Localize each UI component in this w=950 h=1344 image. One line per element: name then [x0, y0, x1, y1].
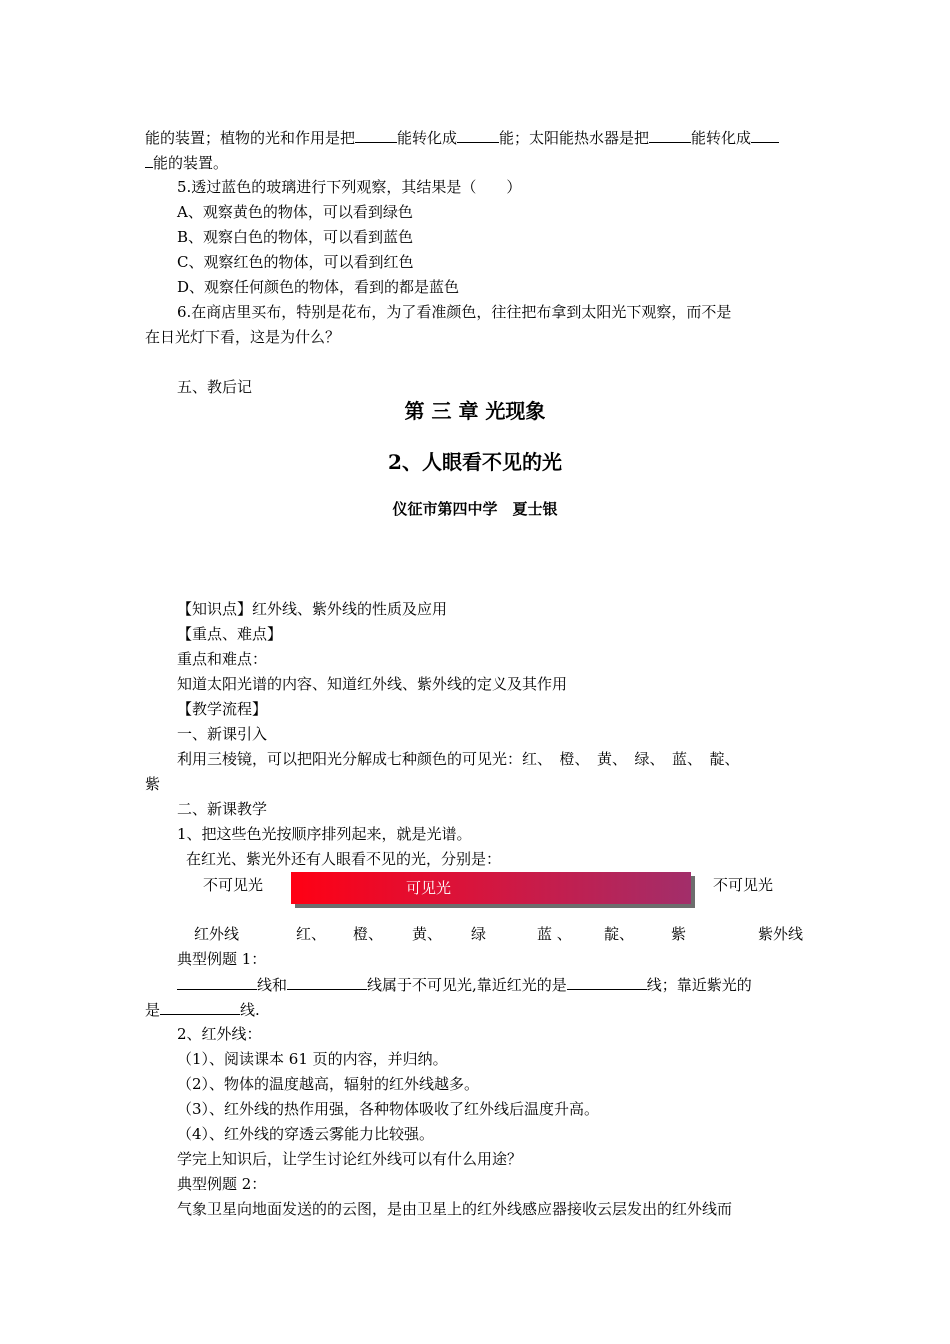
question-6-cont: 在日光灯下看，这是为什么？	[145, 328, 341, 346]
fill-blank	[355, 128, 397, 143]
fill-blank	[567, 975, 647, 990]
example-1-line	[177, 975, 752, 994]
text-segment: 线.	[240, 1001, 260, 1019]
option-c: C、观察红色的物体，可以看到红色	[177, 253, 414, 271]
band-yellow: 黄、	[412, 925, 443, 943]
text-line	[145, 128, 779, 147]
flow-heading: 【教学流程】	[177, 700, 268, 718]
discussion-text: 学完上知识后，让学生讨论红外线可以有什么用途？	[177, 1150, 523, 1168]
intro-heading: 一、新课引入	[177, 725, 268, 743]
option-b: B、观察白色的物体，可以看到蓝色	[177, 228, 414, 246]
intro-text-cont: 紫	[145, 775, 161, 793]
band-infrared: 红外线	[194, 925, 240, 943]
invisible-light-left-label: 不可见光	[203, 876, 264, 894]
example-2-heading: 典型例题 2：	[177, 1175, 267, 1193]
band-red: 红、	[296, 925, 327, 943]
option-a: A、观察黄色的物体，可以看到绿色	[177, 203, 413, 221]
band-blue: 蓝 、	[537, 925, 572, 943]
item-2-point-1: （1）、阅读课本 61 页的内容，并归纳。	[177, 1050, 448, 1068]
text-segment: 能；太阳能热水器是把	[499, 129, 650, 147]
new-lesson-heading: 二、新课教学	[177, 800, 268, 818]
author-line: 仪征市第四中学 夏士银	[392, 500, 558, 518]
visible-spectrum-bar	[291, 872, 691, 904]
text-segment: 能的装置；植物的光和作用是把	[145, 129, 356, 147]
example-2-text: 气象卫星向地面发送的的云图，是由卫星上的红外线感应器接收云层发出的红外线而	[177, 1200, 733, 1218]
key-text: 知道太阳光谱的内容、知道红外线、紫外线的定义及其作用	[177, 675, 568, 693]
text-segment: 能的装置。	[153, 154, 229, 172]
fill-blank	[649, 128, 691, 143]
fill-blank	[751, 128, 779, 143]
text-line	[145, 153, 228, 172]
key-label: 重点和难点：	[177, 650, 268, 668]
example-1-heading: 典型例题 1：	[177, 950, 267, 968]
text-segment: 线；靠近紫光的	[646, 976, 752, 994]
intro-text: 利用三棱镜，可以把阳光分解成七种颜色的可见光：红、 橙、 黄、 绿、 蓝、 靛、	[177, 750, 740, 768]
lesson-title: 2、人眼看不见的光	[388, 450, 562, 474]
option-d: D、观察任何颜色的物体，看到的都是蓝色	[177, 278, 460, 296]
item-2-point-4: （4）、红外线的穿透云雾能力比较强。	[177, 1125, 435, 1143]
visible-light-label: 可见光	[405, 879, 451, 897]
text-segment: 是	[145, 1001, 161, 1019]
fill-blank	[160, 1000, 240, 1015]
text-segment: 线和	[257, 976, 288, 994]
spectrum-band-row	[0, 925, 950, 943]
invisible-light-right-label: 不可见光	[713, 876, 774, 894]
band-orange: 橙、	[353, 925, 384, 943]
after-notes-heading: 五、教后记	[177, 378, 253, 396]
band-indigo: 靛、	[604, 925, 635, 943]
band-violet: 紫	[671, 925, 687, 943]
item-2-heading: 2、红外线：	[177, 1025, 262, 1043]
chapter-title: 第 三 章 光现象	[404, 399, 546, 423]
text-segment: 能转化成	[397, 129, 458, 147]
fill-blank	[177, 975, 257, 990]
example-1-line-cont	[145, 1000, 260, 1019]
fill-blank	[287, 975, 367, 990]
fill-blank	[145, 153, 153, 168]
item-1-text: 在红光、紫光外还有人眼看不见的光，分别是：	[186, 850, 502, 868]
item-2-point-2: （2）、物体的温度越高，辐射的红外线越多。	[177, 1075, 480, 1093]
text-segment: 线属于不可见光,靠近红光的是	[367, 976, 567, 994]
band-ultraviolet: 紫外线	[758, 925, 804, 943]
band-green: 绿	[471, 925, 487, 943]
fill-blank	[457, 128, 499, 143]
text-segment: 能转化成	[691, 129, 752, 147]
knowledge-point: 【知识点】红外线、紫外线的性质及应用	[177, 600, 448, 618]
key-points-heading: 【重点、难点】	[177, 625, 283, 643]
item-1: 1、把这些色光按顺序排列起来，就是光谱。	[177, 825, 472, 843]
question-6: 6.在商店里买布，特别是花布，为了看准颜色，往往把布拿到太阳光下观察，而不是	[177, 303, 732, 321]
item-2-point-3: （3）、红外线的热作用强，各种物体吸收了红外线后温度升高。	[177, 1100, 600, 1118]
question-5: 5.透过蓝色的玻璃进行下列观察，其结果是（ ）	[177, 178, 522, 196]
